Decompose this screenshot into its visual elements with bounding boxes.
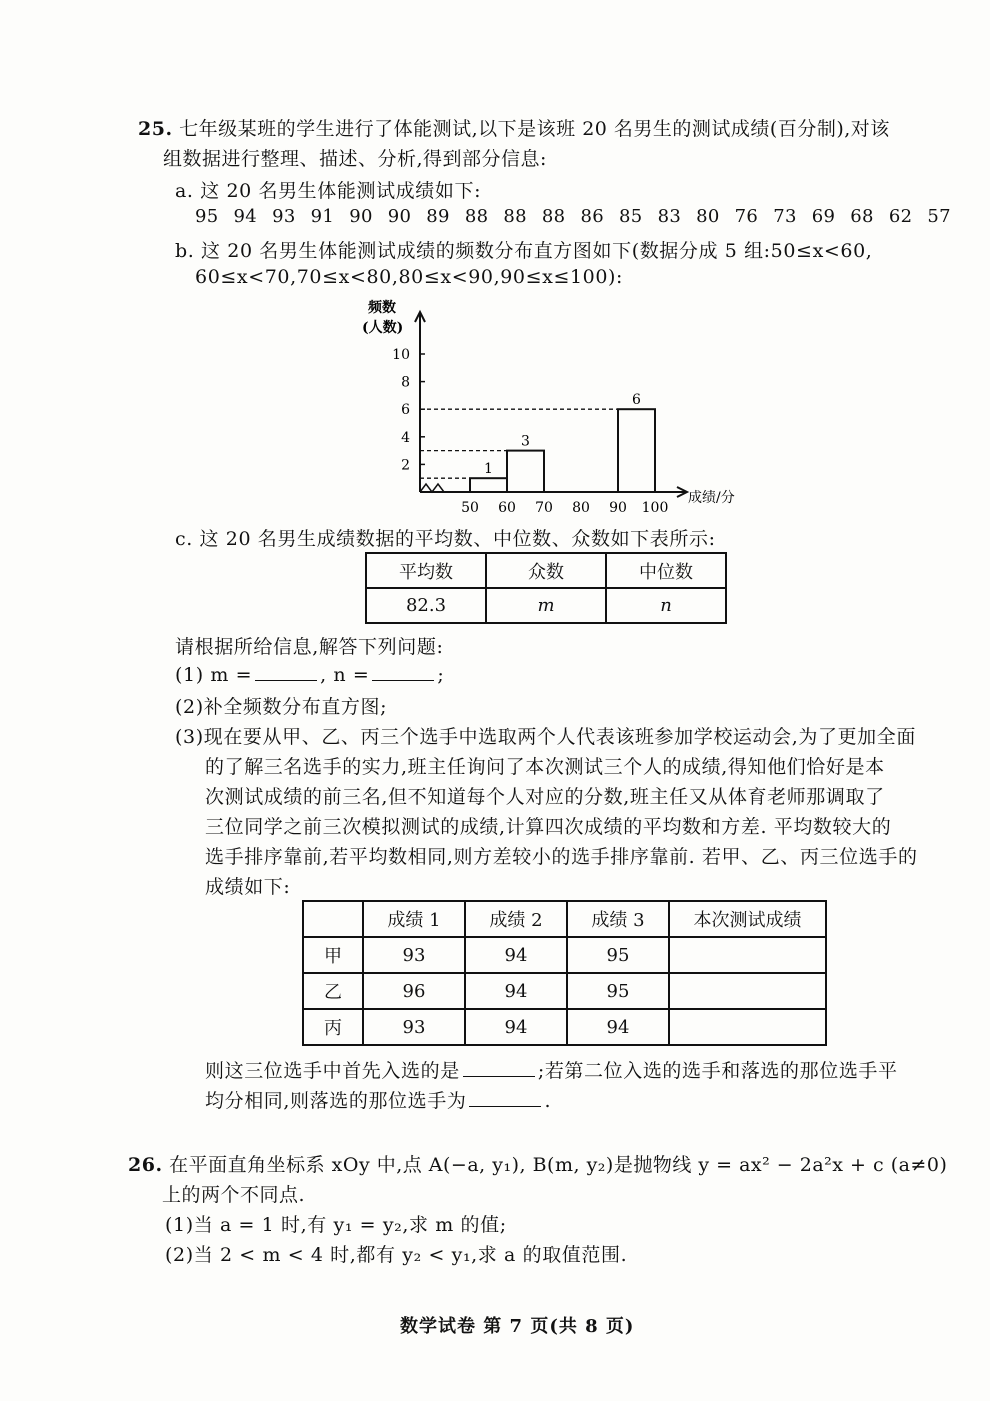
score-header-1: 成绩 1	[363, 901, 465, 937]
q25-a-label: a. 这 20 名男生体能测试成绩如下:	[175, 180, 482, 202]
score-value: 76	[734, 206, 759, 227]
table-row	[303, 973, 826, 1009]
x-tick-label: 80	[572, 500, 590, 516]
y-axis-label-line2: (人数)	[362, 320, 404, 336]
q25-stem-line2: 组数据进行整理、描述、分析,得到部分信息:	[163, 148, 547, 170]
score-cell: 94	[567, 1009, 669, 1045]
score-cell: 94	[465, 973, 567, 1009]
q25-part2: (2)补全频数分布直方图;	[175, 696, 388, 718]
score-value: 94	[233, 206, 258, 227]
stats-value-mode: m	[486, 588, 606, 623]
histogram-bar	[507, 451, 544, 492]
current-score-cell[interactable]	[669, 1009, 826, 1045]
score-cell: 93	[363, 937, 465, 973]
q26-part2: (2)当 2 < m < 4 时,都有 y₂ < y₁,求 a 的取值范围.	[165, 1244, 628, 1266]
histogram-bar	[470, 478, 507, 492]
score-value: 88	[541, 206, 566, 227]
part3-end: .	[544, 1090, 552, 1112]
frequency-histogram	[340, 292, 760, 522]
histogram-bar	[618, 409, 655, 492]
score-value: 73	[773, 206, 797, 227]
x-tick-label: 60	[498, 500, 516, 516]
score-value: 88	[503, 206, 527, 227]
q25-part3-line4: 三位同学之前三次模拟测试的成绩,计算四次成绩的平均数和方差. 平均数较大的	[205, 816, 892, 838]
q25-b-line1: b. 这 20 名男生体能测试成绩的频数分布直方图如下(数据分成 5 组:50≤x<60,	[175, 240, 873, 262]
q25-part3-line3: 次测试成绩的前三名,但不知道每个人对应的分数,班主任又从体育老师那调取了	[205, 786, 885, 808]
score-value: 93	[272, 206, 296, 227]
q25-part3-line5: 选手排序靠前,若平均数相同,则方差较小的选手排序靠前. 若甲、乙、丙三位选手的	[205, 846, 918, 868]
part3-eliminated-label: 均分相同,则落选的那位选手为	[205, 1090, 467, 1112]
table-row	[303, 937, 826, 973]
x-axis-label: 成绩/分	[688, 490, 735, 506]
q25-part3-end-line1	[205, 1056, 898, 1083]
score-value: 68	[850, 206, 874, 227]
bar-data-label: 1	[484, 461, 493, 478]
y-axis-label-line1: 频数	[368, 300, 396, 316]
stats-header-median: 中位数	[606, 553, 726, 588]
bar-data-label: 6	[632, 392, 641, 409]
score-value: 57	[927, 206, 951, 227]
q26-number: 26.	[128, 1154, 163, 1176]
part1-n-label: , n =	[320, 664, 370, 686]
x-tick-label: 100	[641, 500, 669, 516]
score-value: 95	[195, 206, 219, 227]
q25-part3-line1: (3)现在要从甲、乙、丙三个选手中选取两个人代表该班参加学校运动会,为了更加全面	[175, 726, 916, 748]
score-cell: 94	[465, 937, 567, 973]
x-tick-label: 50	[461, 500, 479, 516]
row-label-yi: 乙	[303, 973, 363, 1009]
answer-blank-m[interactable]	[255, 662, 317, 681]
part3-first-selected-label: 则这三位选手中首先入选的是	[205, 1060, 460, 1082]
part1-m-label: (1) m =	[175, 664, 253, 686]
part1-end: ;	[437, 664, 445, 686]
q25-c-label: c. 这 20 名男生成绩数据的平均数、中位数、众数如下表所示:	[175, 528, 716, 550]
score-value: 91	[310, 206, 335, 227]
score-header-3: 成绩 3	[567, 901, 669, 937]
q26-part1: (1)当 a = 1 时,有 y₁ = y₂,求 m 的值;	[165, 1214, 507, 1236]
score-value: 83	[657, 206, 682, 227]
score-header-2: 成绩 2	[465, 901, 567, 937]
score-value: 62	[888, 206, 913, 227]
y-tick-label: 8	[401, 374, 410, 391]
score-cell: 96	[363, 973, 465, 1009]
score-value: 69	[811, 206, 836, 227]
part3-continued-text: ;若第二位入选的选手和落选的那位选手平	[537, 1060, 898, 1082]
score-header-name	[303, 901, 363, 937]
stats-header-mean: 平均数	[366, 553, 486, 588]
page-footer: 数学试卷 第 7 页(共 8 页)	[400, 1316, 635, 1337]
answer-blank-n[interactable]	[372, 662, 434, 681]
score-header-current: 本次测试成绩	[669, 901, 826, 937]
q25-part1	[175, 662, 444, 686]
q25-number: 25.	[138, 118, 173, 140]
row-label-bing: 丙	[303, 1009, 363, 1045]
stats-value-mean: 82.3	[366, 588, 486, 623]
q25-stem-line1	[138, 114, 890, 141]
score-value: 88	[464, 206, 489, 227]
score-table	[302, 900, 827, 1046]
y-tick-label: 4	[401, 429, 410, 446]
score-cell: 95	[567, 973, 669, 1009]
y-tick-label: 6	[401, 402, 410, 419]
table-row	[303, 1009, 826, 1045]
row-label-jia: 甲	[303, 937, 363, 973]
q25-part3-end-line2	[205, 1086, 551, 1113]
score-value: 86	[580, 206, 604, 227]
stats-header-mode: 众数	[486, 553, 606, 588]
score-value: 90	[349, 206, 373, 227]
q26-line1	[128, 1150, 947, 1177]
q25-scores-list	[195, 206, 951, 227]
score-cell: 95	[567, 937, 669, 973]
score-value: 90	[387, 206, 412, 227]
current-score-cell[interactable]	[669, 937, 826, 973]
score-value: 85	[619, 206, 643, 227]
score-cell: 94	[465, 1009, 567, 1045]
q25-part3-line2: 的了解三名选手的实力,班主任询问了本次测试三个人的成绩,得知他们恰好是本	[205, 756, 885, 778]
x-tick-label: 70	[535, 500, 553, 516]
q26-line2: 上的两个不同点.	[162, 1184, 306, 1206]
axis-break-mark	[420, 484, 444, 492]
answer-blank-eliminated[interactable]	[469, 1088, 541, 1107]
stats-table	[365, 552, 727, 624]
y-tick-label: 10	[392, 347, 410, 363]
score-value: 89	[426, 206, 450, 227]
q25-part3-line6: 成绩如下:	[205, 876, 291, 898]
score-cell: 93	[363, 1009, 465, 1045]
answer-blank-first[interactable]	[463, 1058, 535, 1077]
x-tick-label: 90	[609, 500, 627, 516]
q26-stem-text: 在平面直角坐标系 xOy 中,点 A(−a, y₁), B(m, y₂)是抛物线 y = ax² − 2a²x + c (a≠0)	[169, 1154, 948, 1176]
q25-b-line2: 60≤x<70,70≤x<80,80≤x<90,90≤x≤100):	[195, 266, 624, 288]
bar-data-label: 3	[521, 433, 530, 450]
q25-stem-text: 七年级某班的学生进行了体能测试,以下是该班 20 名男生的测试成绩(百分制),对该	[179, 118, 890, 140]
score-value: 80	[696, 206, 720, 227]
y-tick-label: 2	[401, 457, 410, 474]
stats-value-median: n	[606, 588, 726, 623]
current-score-cell[interactable]	[669, 973, 826, 1009]
q25-prompt: 请根据所给信息,解答下列问题:	[175, 636, 444, 658]
